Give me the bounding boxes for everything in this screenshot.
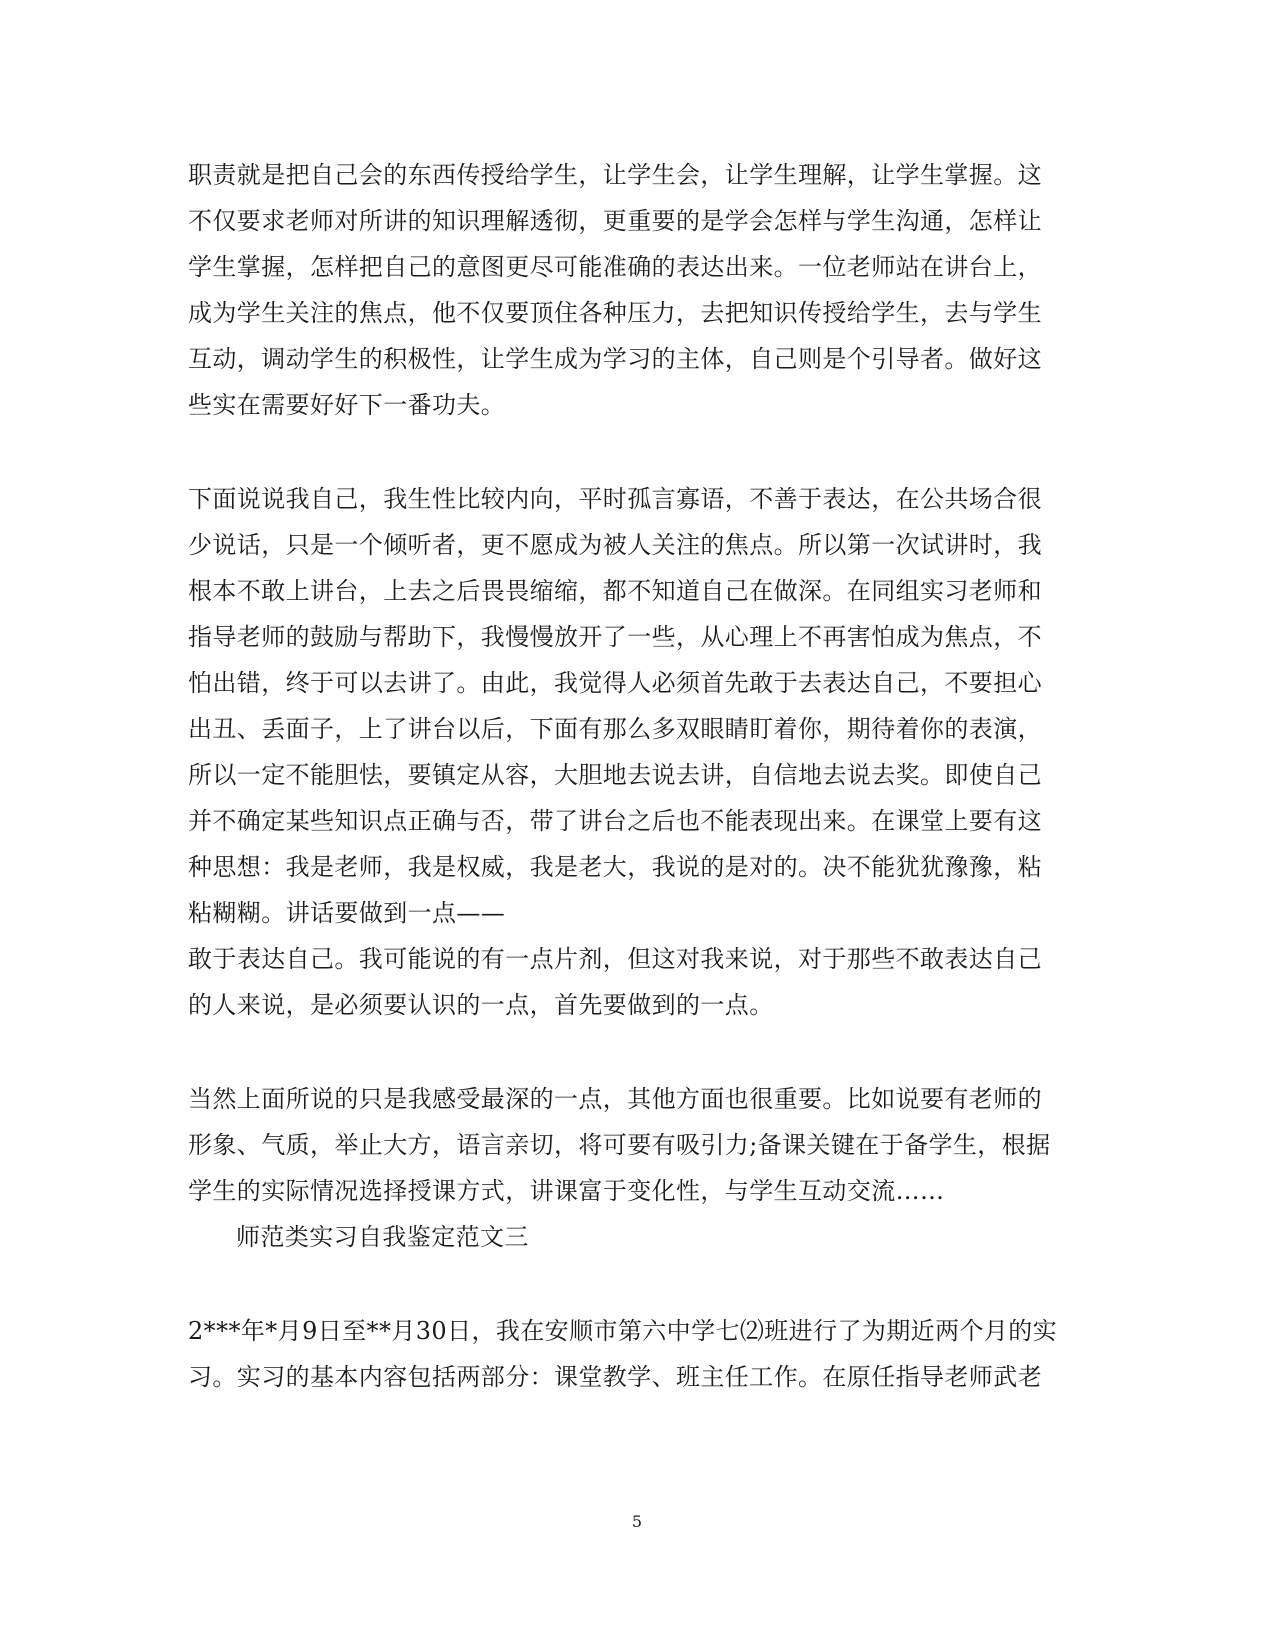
- text-line: 学生的实际情况选择授课方式，讲课富于变化性，与学生互动交流……: [188, 1177, 945, 1205]
- text-line: 当然上面所说的只是我感受最深的一点，其他方面也很重要。比如说要有老师的: [188, 1085, 1042, 1113]
- text-line: 所以一定不能胆怯，要镇定从容，大胆地去说去讲，自信地去说去奖。即使自己: [188, 761, 1042, 789]
- text-line: 出丑、丢面子，上了讲台以后，下面有那么多双眼睛盯着你，期待着你的表演，: [188, 715, 1042, 743]
- section-title: 师范类实习自我鉴定范文三: [236, 1223, 529, 1251]
- text-line: 互动，调动学生的积极性，让学生成为学习的主体，自己则是个引导者。做好这: [188, 345, 1042, 373]
- text-line: 习。实习的基本内容包括两部分：课堂教学、班主任工作。在原任指导老师武老: [188, 1363, 1042, 1391]
- text-line: 怕出错，终于可以去讲了。由此，我觉得人必须首先敢于去表达自己，不要担心: [188, 669, 1042, 697]
- page-number: 5: [631, 1512, 643, 1531]
- text-line: 粘糊糊。讲话要做到一点——: [188, 899, 506, 927]
- text-line: 形象、气质，举止大方，语言亲切，将可要有吸引力;备课关键在于备学生，根据: [188, 1131, 1051, 1159]
- text-line: 些实在需要好好下一番功夫。: [188, 391, 506, 419]
- text-line: 种思想：我是老师，我是权威，我是老大，我说的是对的。决不能犹犹豫豫，粘: [188, 853, 1042, 881]
- text-line: 2***年*月9日至**月30日，我在安顺市第六中学七⑵班进行了为期近两个月的实: [188, 1317, 1058, 1345]
- text-line: 的人来说，是必须要认识的一点，首先要做到的一点。: [188, 991, 774, 1019]
- text-line: 敢于表达自己。我可能说的有一点片剂，但这对我来说，对于那些不敢表达自己: [188, 945, 1042, 973]
- text-line: 并不确定某些知识点正确与否，带了讲台之后也不能表现出来。在课堂上要有这: [188, 807, 1042, 835]
- text-line: 根本不敢上讲台，上去之后畏畏缩缩，都不知道自己在做深。在同组实习老师和: [188, 577, 1042, 605]
- text-line: 指导老师的鼓励与帮助下，我慢慢放开了一些，从心理上不再害怕成为焦点，不: [188, 623, 1042, 651]
- text-line: 少说话，只是一个倾听者，更不愿成为被人关注的焦点。所以第一次试讲时，我: [188, 531, 1042, 559]
- text-line: 学生掌握，怎样把自己的意图更尽可能准确的表达出来。一位老师站在讲台上，: [188, 253, 1042, 281]
- text-line: 不仅要求老师对所讲的知识理解透彻，更重要的是学会怎样与学生沟通，怎样让: [188, 207, 1042, 235]
- text-line: 下面说说我自己，我生性比较内向，平时孤言寡语，不善于表达，在公共场合很: [188, 485, 1042, 513]
- text-line: 成为学生关注的焦点，他不仅要顶住各种压力，去把知识传授给学生，去与学生: [188, 299, 1042, 327]
- text-line: 职责就是把自己会的东西传授给学生，让学生会，让学生理解，让学生掌握。这: [188, 161, 1042, 189]
